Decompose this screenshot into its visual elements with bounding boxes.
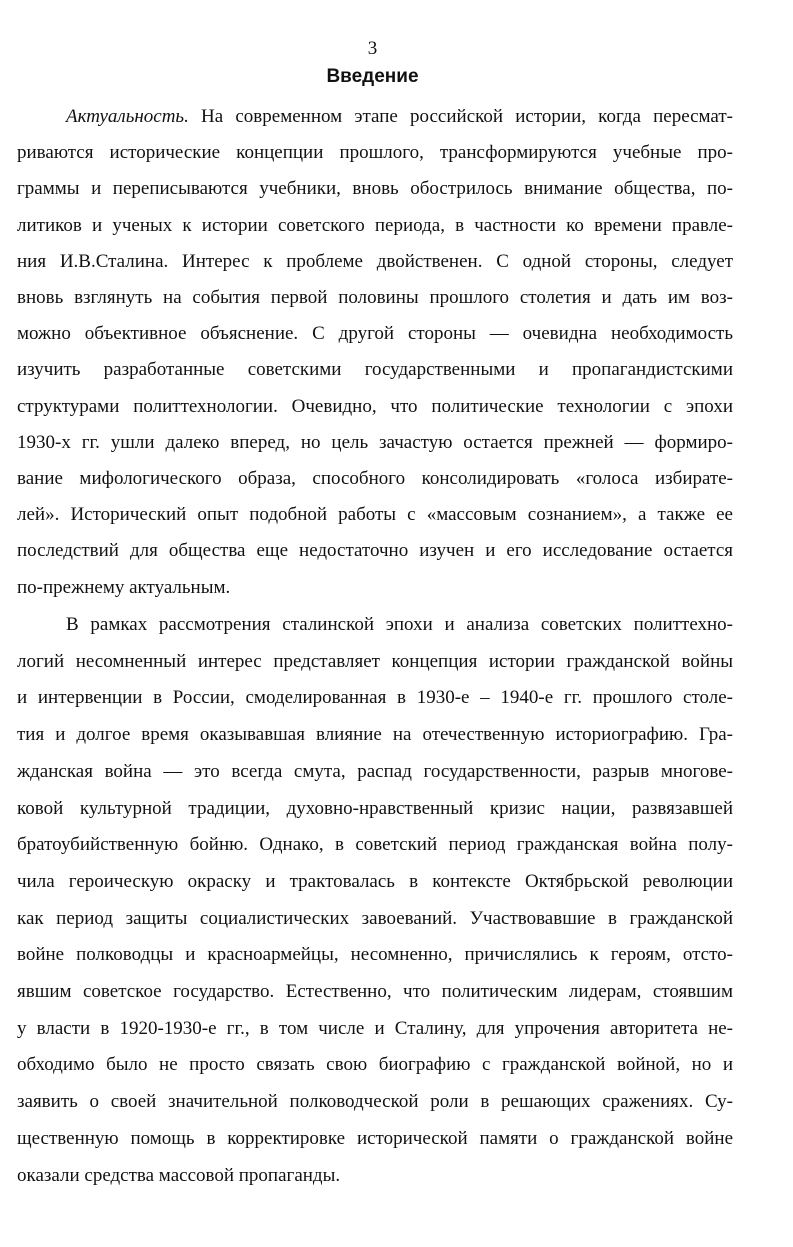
paragraph-2-line: войне полководцы и красноармейцы, несомненно, причислялись к героям, отсто- <box>17 944 733 966</box>
paragraph-1-line: изучить разработанные советскими государственными и пропагандистскими <box>17 359 733 381</box>
paragraph-2-line: тия и долгое время оказывавшая влияние на отечественную историографию. Гра- <box>17 724 733 746</box>
paragraph-2-line: явшим советское государство. Естественно, что политическим лидерам, стоявшим <box>17 981 733 1002</box>
paragraph-1-line: структурами политтехнологии. Очевидно, что политические технологии с эпохи <box>17 395 733 417</box>
paragraph-2-line: заявить о своей значительной полководческой роли в решающих сражениях. Су- <box>17 1091 733 1113</box>
paragraph-1-line: по-прежнему актуальным. <box>17 576 231 598</box>
paragraph-2-line: как период защиты социалистических завоеваний. Участвовавшие в гражданской <box>17 907 733 929</box>
paragraph-2-line: и интервенции в России, смоделированная в 1930-е – 1940-е гг. прошлого столе- <box>17 687 733 709</box>
paragraph-2-line: у власти в 1920-1930-е гг., в том числе и Сталину, для упрочения авторитета не- <box>17 1017 733 1039</box>
paragraph-1-line: лей». Исторический опыт подобной работы с «массовым сознанием», а также ее <box>17 504 733 526</box>
paragraph-1-line: последствий для общества еще недостаточно изучен и его исследование остается <box>17 540 733 562</box>
paragraph-1-line: граммы и переписываются учебники, вновь обострилось внимание общества, по- <box>17 178 733 200</box>
paragraph-1-line: риваются исторические концепции прошлого, трансформируются учебные про- <box>17 142 733 164</box>
paragraph-1-line <box>66 105 733 129</box>
paragraph-2-line: братоубийственную бойню. Однако, в советский период гражданская война полу- <box>17 834 733 856</box>
paragraph-2-line: чила героическую окраску и трактовалась в контексте Октябрьской революции <box>17 870 733 892</box>
paragraph-2-line: ковой культурной традиции, духовно-нравственный кризис нации, развязавшей <box>17 797 733 819</box>
line-text: На современном этапе российской истории, когда пересмат- <box>188 106 733 127</box>
paragraph-2-line: логий несомненный интерес представляет концепция истории гражданской войны <box>17 650 733 672</box>
paragraph-2-line: щественную помощь в корректировке исторической памяти о гражданской войне <box>17 1127 733 1149</box>
paragraph-1-line: можно объективное объяснение. С другой стороны — очевидна необходимость <box>17 323 733 345</box>
page-number: 3 <box>367 38 378 59</box>
paragraph-1-line: 1930-х гг. ушли далеко вперед, но цель зачастую остается прежней — формиро- <box>17 431 733 453</box>
paragraph-2-line: оказали средства массовой пропаганды. <box>17 1164 341 1186</box>
paragraph-1-line: ния И.В.Сталина. Интерес к проблеме двойственен. С одной стороны, следует <box>17 250 733 272</box>
paragraph-1-line: вновь взглянуть на события первой половины прошлого столетия и дать им воз- <box>17 287 733 308</box>
section-title: Введение <box>326 66 419 87</box>
paragraph-1-line: вание мифологического образа, способного консолидировать «голоса избирате- <box>17 468 733 489</box>
paragraph-1-line: литиков и ученых к истории советского периода, в частности ко времени правле- <box>17 214 733 236</box>
italic-lead-term: Актуальность. <box>66 106 189 127</box>
paragraph-2-line: В рамках рассмотрения сталинской эпохи и анализа советских политтехно- <box>66 614 733 635</box>
paragraph-2-line: обходимо было не просто связать свою биографию с гражданской войной, но и <box>17 1054 733 1076</box>
paragraph-2-line: жданская война — это всегда смута, распад государственности, разрыв многове- <box>17 760 733 782</box>
